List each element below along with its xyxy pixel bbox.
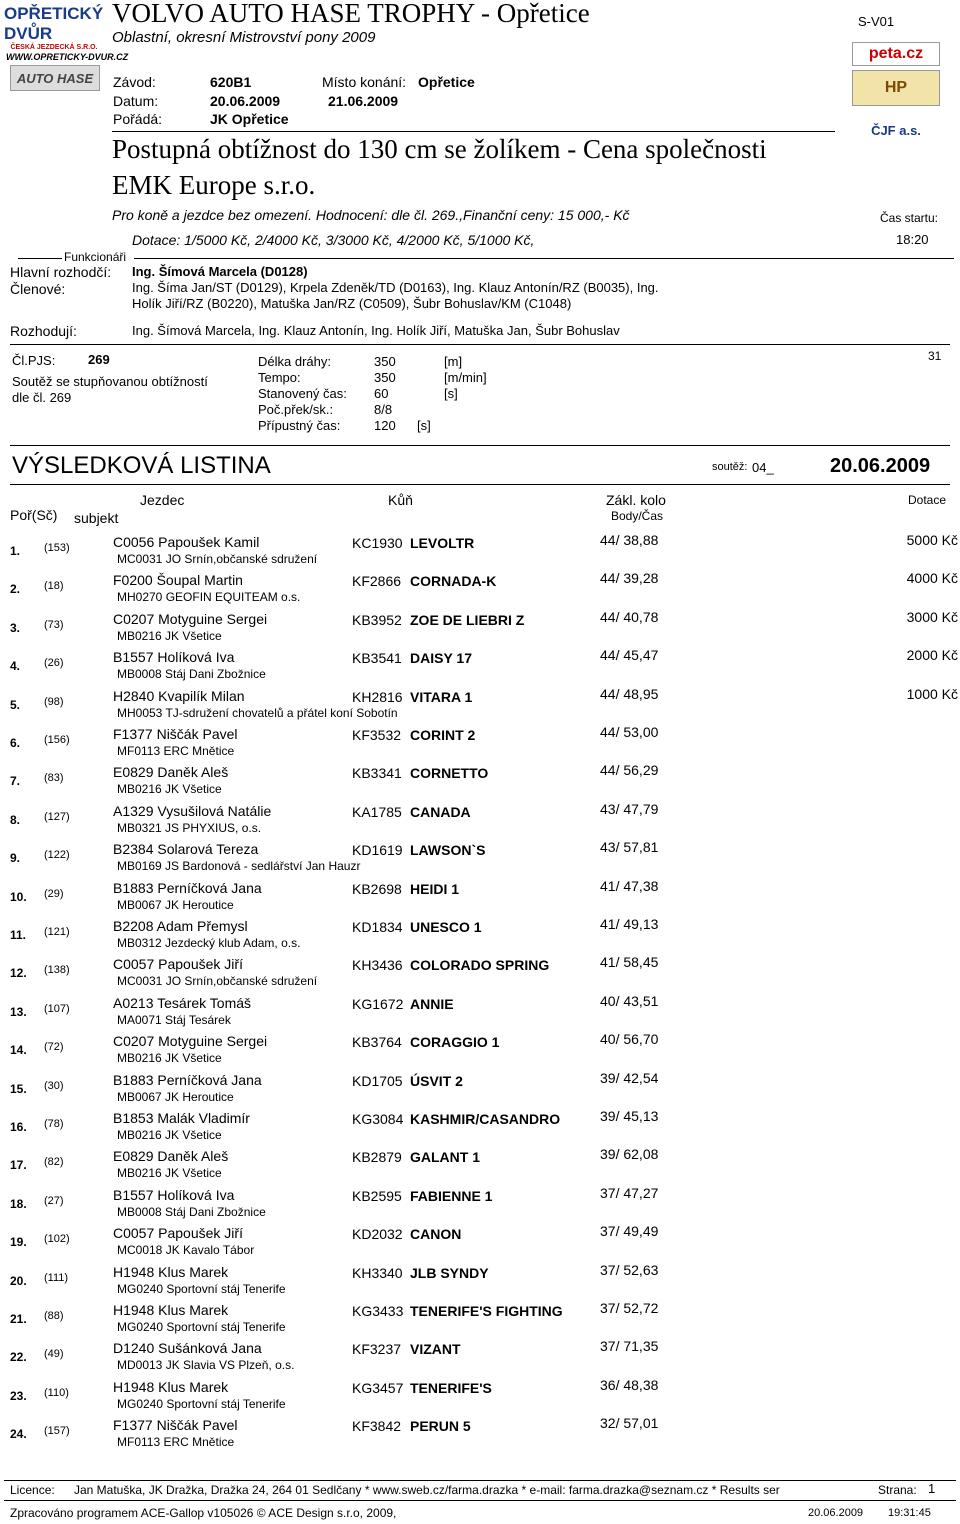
table-row bbox=[0, 1340, 960, 1378]
points-time-cell: 41/ 47,38 bbox=[600, 878, 659, 894]
poc-value: 8/8 bbox=[374, 402, 393, 417]
points-time-cell: 40/ 56,70 bbox=[600, 1031, 659, 1047]
poradi-cell: 11. bbox=[10, 928, 27, 942]
rider-cell: F1377 Niščák Pavel bbox=[113, 726, 238, 742]
rider-cell: H2840 Kvapilík Milan bbox=[113, 688, 245, 704]
horse-name-cell: CANON bbox=[410, 1226, 462, 1242]
table-row bbox=[0, 995, 960, 1033]
horse-id-cell: KG3433 bbox=[352, 1303, 404, 1319]
horse-name-cell: CORINT 2 bbox=[410, 727, 476, 743]
officials-section-label: Funkcionáři bbox=[64, 250, 127, 264]
horse-id-cell: KD2032 bbox=[352, 1226, 403, 1242]
page-title: VOLVO AUTO HASE TROPHY - Opřetice bbox=[112, 0, 590, 28]
table-row bbox=[0, 918, 960, 956]
horse-name-cell: CORAGGIO 1 bbox=[410, 1034, 500, 1050]
club-cell: MF0113 ERC Mnětice bbox=[117, 744, 235, 758]
header-rule bbox=[112, 131, 835, 132]
rider-cell: B1853 Malák Vladimír bbox=[113, 1110, 250, 1126]
table-row bbox=[0, 880, 960, 918]
start-number-cell: (121) bbox=[44, 926, 70, 938]
poradi-cell: 24. bbox=[10, 1427, 27, 1441]
poradi-cell: 16. bbox=[10, 1120, 27, 1134]
table-row bbox=[0, 1417, 960, 1455]
points-time-cell: 32/ 57,01 bbox=[600, 1415, 659, 1431]
hlavni-rozhodci-value: Ing. Šímová Marcela (D0128) bbox=[132, 264, 308, 279]
results-rule-top bbox=[10, 484, 950, 485]
poradi-cell: 2. bbox=[10, 582, 21, 596]
table-row bbox=[0, 1225, 960, 1263]
poradi-cell: 22. bbox=[10, 1350, 27, 1364]
misto-value: Opřetice bbox=[418, 74, 475, 90]
table-row bbox=[0, 1148, 960, 1186]
cas-startu-value: 18:20 bbox=[896, 232, 929, 247]
start-number-cell: (82) bbox=[44, 1156, 64, 1168]
table-row bbox=[0, 649, 960, 687]
start-number-cell: (26) bbox=[44, 657, 64, 669]
officials-rule-bottom bbox=[10, 344, 950, 345]
col-header-body-cas: Body/Čas bbox=[611, 509, 664, 523]
horse-name-cell: LEVOLTR bbox=[410, 535, 475, 551]
cl-pjs-value: 269 bbox=[88, 352, 110, 367]
zavod-label: Závod: bbox=[113, 74, 156, 90]
club-cell: MB0008 Stáj Dani Zbožnice bbox=[117, 667, 266, 681]
club-cell: MB0216 JK Všetice bbox=[117, 629, 222, 643]
prize-cell: 3000 Kč bbox=[906, 609, 958, 625]
start-number-cell: (49) bbox=[44, 1348, 64, 1360]
points-time-cell: 44/ 45,47 bbox=[600, 647, 659, 663]
horse-id-cell: KG3084 bbox=[352, 1111, 404, 1127]
table-row bbox=[0, 1187, 960, 1225]
club-cell: MB0169 JS Bardonová - sedlářství Jan Hauzr bbox=[117, 859, 361, 873]
horse-name-cell: VIZANT bbox=[410, 1341, 461, 1357]
club-cell: MF0113 ERC Mnětice bbox=[117, 1435, 235, 1449]
club-cell: MD0013 JK Slavia VS Plzeň, o.s. bbox=[117, 1358, 295, 1372]
col-header-dotace: Dotace bbox=[908, 493, 947, 507]
footer-rule-2 bbox=[4, 1500, 956, 1501]
poradi-cell: 21. bbox=[10, 1312, 27, 1326]
poradi-cell: 4. bbox=[10, 659, 21, 673]
start-number-cell: (107) bbox=[44, 1003, 70, 1015]
stanoveny-unit: [s] bbox=[444, 386, 458, 401]
stanoveny-value: 60 bbox=[374, 386, 389, 401]
competition-name-line2: EMK Europe s.r.o. bbox=[112, 170, 316, 200]
porada-label: Pořádá: bbox=[113, 111, 163, 127]
horse-id-cell: KB2698 bbox=[352, 881, 402, 897]
horse-id-cell: KD1619 bbox=[352, 842, 403, 858]
points-time-cell: 44/ 38,88 bbox=[600, 532, 659, 548]
strana-label: Strana: bbox=[878, 1483, 917, 1497]
rider-cell: H1948 Klus Marek bbox=[113, 1302, 229, 1318]
poradi-cell: 20. bbox=[10, 1274, 27, 1288]
table-row bbox=[0, 841, 960, 879]
horse-name-cell: COLORADO SPRING bbox=[410, 957, 550, 973]
horse-name-cell: ANNIE bbox=[410, 996, 454, 1012]
horse-id-cell: KG1672 bbox=[352, 996, 404, 1012]
rider-cell: B2384 Solarová Tereza bbox=[113, 841, 259, 857]
start-number-cell: (156) bbox=[44, 734, 70, 746]
points-time-cell: 44/ 56,29 bbox=[600, 762, 659, 778]
rider-cell: A1329 Vysušilová Natálie bbox=[113, 803, 272, 819]
competition-conditions: Pro koně a jezdce bez omezení. Hodnocení: dle čl. 269.,Finanční ceny: 15 000,- Kč bbox=[112, 207, 630, 223]
rules-number: 31 bbox=[928, 349, 942, 363]
start-number-cell: (73) bbox=[44, 619, 64, 631]
sheet-id: S-V01 bbox=[858, 14, 895, 29]
zpracovano-text: Zpracováno programem ACE-Gallop v105026 © ACE Design s.r.o, 2009, bbox=[10, 1506, 397, 1520]
start-number-cell: (78) bbox=[44, 1118, 64, 1130]
horse-id-cell: KB3952 bbox=[352, 612, 402, 628]
soutez-text-2: dle čl. 269 bbox=[12, 390, 72, 405]
poradi-cell: 3. bbox=[10, 621, 21, 635]
points-time-cell: 39/ 45,13 bbox=[600, 1108, 659, 1124]
horse-name-cell: ZOE DE LIEBRI Z bbox=[410, 612, 525, 628]
horse-id-cell: KH2816 bbox=[352, 689, 403, 705]
tempo-label: Tempo: bbox=[258, 370, 301, 385]
footer-rule bbox=[4, 1480, 956, 1481]
horse-id-cell: KG3457 bbox=[352, 1380, 404, 1396]
col-header-subjekt: subjekt bbox=[74, 510, 119, 526]
rules-rule-bottom bbox=[10, 445, 950, 446]
start-number-cell: (98) bbox=[44, 696, 64, 708]
points-time-cell: 39/ 62,08 bbox=[600, 1146, 659, 1162]
horse-id-cell: KD1705 bbox=[352, 1073, 403, 1089]
opreticky-dvur-logo: OPŘETICKÝ DVŮR ČESKÁ JEZDECKÁ S.R.O. bbox=[4, 3, 104, 51]
rider-cell: F0200 Šoupal Martin bbox=[113, 572, 243, 588]
col-header-jezdec: Jezdec bbox=[140, 492, 185, 508]
soutez-label: soutěž: bbox=[712, 461, 748, 473]
rider-cell: C0056 Papoušek Kamil bbox=[113, 534, 260, 550]
start-number-cell: (72) bbox=[44, 1041, 64, 1053]
start-number-cell: (83) bbox=[44, 772, 64, 784]
club-cell: MC0031 JO Srnín,občanské sdružení bbox=[117, 974, 318, 988]
prize-cell: 5000 Kč bbox=[906, 532, 958, 548]
delka-unit: [m] bbox=[444, 354, 463, 369]
cl-pjs-label: Čl.PJS: bbox=[12, 353, 56, 368]
table-row bbox=[0, 688, 960, 726]
table-row bbox=[0, 1302, 960, 1340]
horse-name-cell: DAISY 17 bbox=[410, 650, 472, 666]
table-row bbox=[0, 956, 960, 994]
pripustny-unit: [s] bbox=[417, 418, 431, 433]
rider-cell: F1377 Niščák Pavel bbox=[113, 1417, 238, 1433]
rider-cell: C0207 Motyguine Sergei bbox=[113, 611, 268, 627]
horse-id-cell: KB3764 bbox=[352, 1034, 402, 1050]
page-subtitle: Oblastní, okresní Mistrovství pony 2009 bbox=[112, 29, 376, 46]
horse-id-cell: KF2866 bbox=[352, 573, 402, 589]
poradi-cell: 8. bbox=[10, 813, 21, 827]
points-time-cell: 39/ 42,54 bbox=[600, 1070, 659, 1086]
horse-id-cell: KB2595 bbox=[352, 1188, 402, 1204]
rider-cell: C0207 Motyguine Sergei bbox=[113, 1033, 268, 1049]
pripustny-value: 120 bbox=[374, 418, 396, 433]
datum-label: Datum: bbox=[113, 93, 159, 109]
horse-name-cell: PERUN 5 bbox=[410, 1418, 471, 1434]
delka-label: Délka dráhy: bbox=[258, 354, 331, 369]
tempo-unit: [m/min] bbox=[444, 370, 487, 385]
horse-id-cell: KH3436 bbox=[352, 957, 403, 973]
table-row bbox=[0, 534, 960, 572]
points-time-cell: 37/ 52,63 bbox=[600, 1262, 659, 1278]
licence-value: Jan Matuška, JK Dražka, Dražka 24, 264 01 Sedlčany * www.sweb.cz/farma.drazka * e-mail: farma.drazka@seznam.cz * Results ser bbox=[74, 1483, 780, 1497]
poradi-cell: 12. bbox=[10, 966, 27, 980]
delka-value: 350 bbox=[374, 354, 396, 369]
prize-cell: 4000 Kč bbox=[906, 570, 958, 586]
club-cell: MB0008 Stáj Dani Zbožnice bbox=[117, 1205, 266, 1219]
results-title: VÝSLEDKOVÁ LISTINA bbox=[12, 452, 271, 479]
poradi-cell: 7. bbox=[10, 774, 21, 788]
hp-logo: HP bbox=[852, 70, 940, 106]
club-cell: MB0216 JK Všetice bbox=[117, 1051, 222, 1065]
zavod-value: 620B1 bbox=[210, 74, 252, 90]
horse-id-cell: KH3340 bbox=[352, 1265, 403, 1281]
col-header-poradi: Poř(Sč) bbox=[10, 507, 58, 523]
horse-name-cell: GALANT 1 bbox=[410, 1149, 480, 1165]
horse-id-cell: KB3341 bbox=[352, 765, 402, 781]
results-date: 20.06.2009 bbox=[830, 455, 931, 477]
horse-name-cell: FABIENNE 1 bbox=[410, 1188, 493, 1204]
officials-rule-left bbox=[18, 258, 62, 259]
poradi-cell: 15. bbox=[10, 1082, 27, 1096]
club-cell: MH0053 TJ-sdružení chovatelů a přátel koní Sobotín bbox=[117, 706, 398, 720]
poradi-cell: 14. bbox=[10, 1043, 27, 1057]
start-number-cell: (88) bbox=[44, 1310, 64, 1322]
table-row bbox=[0, 803, 960, 841]
horse-id-cell: KB3541 bbox=[352, 650, 402, 666]
poradi-cell: 17. bbox=[10, 1158, 27, 1172]
start-number-cell: (138) bbox=[44, 964, 70, 976]
rider-cell: B1883 Perníčková Jana bbox=[113, 1072, 262, 1088]
datum-from: 20.06.2009 bbox=[210, 93, 281, 109]
soutez-value: 04_ bbox=[752, 460, 774, 475]
poradi-cell: 19. bbox=[10, 1235, 27, 1249]
opreticky-dvur-url: WWW.OPRETICKY-DVUR.CZ bbox=[6, 52, 129, 62]
rider-cell: C0057 Papoušek Jiří bbox=[113, 956, 243, 972]
rider-cell: B1557 Holíková Iva bbox=[113, 1187, 235, 1203]
soutez-text-1: Soutěž se stupňovanou obtížností bbox=[12, 374, 208, 389]
clenove-label: Členové: bbox=[10, 281, 66, 297]
start-number-cell: (30) bbox=[44, 1080, 64, 1092]
col-header-zakl-kolo: Zákl. kolo bbox=[606, 492, 666, 508]
strana-value: 1 bbox=[928, 1481, 936, 1496]
tempo-value: 350 bbox=[374, 370, 396, 385]
club-cell: MB0067 JK Heroutice bbox=[117, 898, 234, 912]
club-cell: MB0312 Jezdecký klub Adam, o.s. bbox=[117, 936, 301, 950]
points-time-cell: 43/ 57,81 bbox=[600, 839, 659, 855]
peta-logo: peta.cz bbox=[852, 42, 940, 66]
horse-name-cell: ÚSVIT 2 bbox=[410, 1073, 463, 1089]
club-cell: MG0240 Sportovní stáj Tenerife bbox=[117, 1320, 286, 1334]
club-cell: MB0321 JS PHYXIUS, o.s. bbox=[117, 821, 262, 835]
horse-name-cell: UNESCO 1 bbox=[410, 919, 482, 935]
rider-cell: B1883 Perníčková Jana bbox=[113, 880, 262, 896]
horse-name-cell: HEIDI 1 bbox=[410, 881, 460, 897]
rozhoduji-label: Rozhodují: bbox=[10, 323, 77, 339]
horse-name-cell: TENERIFE'S FIGHTING bbox=[410, 1303, 563, 1319]
table-row bbox=[0, 726, 960, 764]
horse-name-cell: CANADA bbox=[410, 804, 471, 820]
club-cell: MA0071 Stáj Tesárek bbox=[117, 1013, 231, 1027]
start-number-cell: (29) bbox=[44, 888, 64, 900]
points-time-cell: 44/ 53,00 bbox=[600, 724, 659, 740]
horse-name-cell: JLB SYNDY bbox=[410, 1265, 489, 1281]
poradi-cell: 10. bbox=[10, 890, 27, 904]
table-row bbox=[0, 764, 960, 802]
horse-id-cell: KA1785 bbox=[352, 804, 402, 820]
clenove-line1: Ing. Šíma Jan/ST (D0129), Krpela Zdeněk/TD (D0163), Ing. Klauz Antonín/RZ (B0035), Ing. bbox=[132, 280, 659, 295]
rozhoduji-value: Ing. Šímová Marcela, Ing. Klauz Antonín, Ing. Holík Jiří, Matuška Jan, Šubr Bohuslav bbox=[132, 323, 620, 338]
points-time-cell: 37/ 49,49 bbox=[600, 1223, 659, 1239]
rider-cell: A0213 Tesárek Tomáš bbox=[113, 995, 252, 1011]
rider-cell: H1948 Klus Marek bbox=[113, 1379, 229, 1395]
competition-name-line1: Postupná obtížnost do 130 cm se žolíkem - Cena společnosti bbox=[112, 134, 767, 164]
rider-cell: E0829 Daněk Aleš bbox=[113, 1148, 229, 1164]
prize-cell: 2000 Kč bbox=[906, 647, 958, 663]
porada-value: JK Opřetice bbox=[210, 111, 289, 127]
points-time-cell: 44/ 48,95 bbox=[600, 686, 659, 702]
club-cell: MB0216 JK Všetice bbox=[117, 782, 222, 796]
dotace-line: Dotace: 1/5000 Kč, 2/4000 Kč, 3/3000 Kč, 4/2000 Kč, 5/1000 Kč, bbox=[132, 232, 535, 248]
clenove-line2: Holík Jiří/RZ (B0220), Matuška Jan/RZ (C0509), Šubr Bohuslav/KM (C1048) bbox=[132, 296, 572, 311]
club-cell: MC0031 JO Srnín,občanské sdružení bbox=[117, 552, 318, 566]
club-cell: MG0240 Sportovní stáj Tenerife bbox=[117, 1282, 286, 1296]
table-row bbox=[0, 1110, 960, 1148]
horse-id-cell: KC1930 bbox=[352, 535, 403, 551]
club-cell: MB0216 JK Všetice bbox=[117, 1166, 222, 1180]
points-time-cell: 43/ 47,79 bbox=[600, 801, 659, 817]
rider-cell: E0829 Daněk Aleš bbox=[113, 764, 229, 780]
points-time-cell: 44/ 39,28 bbox=[600, 570, 659, 586]
horse-id-cell: KF3237 bbox=[352, 1341, 402, 1357]
rider-cell: H1948 Klus Marek bbox=[113, 1264, 229, 1280]
club-cell: MB0067 JK Heroutice bbox=[117, 1090, 234, 1104]
officials-rule-right bbox=[134, 258, 954, 259]
club-cell: MC0018 JK Kavalo Tábor bbox=[117, 1243, 255, 1257]
start-number-cell: (18) bbox=[44, 580, 64, 592]
misto-label: Místo konání: bbox=[322, 74, 407, 90]
hlavni-rozhodci-label: Hlavní rozhodčí: bbox=[10, 264, 112, 280]
rider-cell: C0057 Papoušek Jiří bbox=[113, 1225, 243, 1241]
datum-to: 21.06.2009 bbox=[328, 93, 399, 109]
start-number-cell: (127) bbox=[44, 811, 70, 823]
poc-label: Poč.přek/sk.: bbox=[258, 402, 334, 417]
table-row bbox=[0, 611, 960, 649]
points-time-cell: 37/ 52,72 bbox=[600, 1300, 659, 1316]
points-time-cell: 37/ 47,27 bbox=[600, 1185, 659, 1201]
horse-name-cell: CORNETTO bbox=[410, 765, 489, 781]
horse-id-cell: KB2879 bbox=[352, 1149, 402, 1165]
rider-cell: B1557 Holíková Iva bbox=[113, 649, 235, 665]
poradi-cell: 18. bbox=[10, 1197, 27, 1211]
poradi-cell: 5. bbox=[10, 698, 21, 712]
club-cell: MB0216 JK Všetice bbox=[117, 1128, 222, 1142]
club-cell: MH0270 GEOFIN EQUITEAM o.s. bbox=[117, 590, 301, 604]
rider-cell: B2208 Adam Přemysl bbox=[113, 918, 248, 934]
table-row bbox=[0, 572, 960, 610]
prize-cell: 1000 Kč bbox=[906, 686, 958, 702]
cjf-logo: ČJF a.s. bbox=[871, 122, 921, 138]
table-row bbox=[0, 1033, 960, 1071]
horse-id-cell: KF3532 bbox=[352, 727, 402, 743]
printed-date: 20.06.2009 bbox=[808, 1507, 864, 1519]
stanoveny-label: Stanovený čas: bbox=[258, 386, 347, 401]
start-number-cell: (27) bbox=[44, 1195, 64, 1207]
start-number-cell: (157) bbox=[44, 1425, 70, 1437]
pripustny-label: Přípustný čas: bbox=[258, 418, 341, 433]
licence-label: Licence: bbox=[10, 1483, 55, 1497]
club-cell: MG0240 Sportovní stáj Tenerife bbox=[117, 1397, 286, 1411]
points-time-cell: 41/ 58,45 bbox=[600, 954, 659, 970]
start-number-cell: (153) bbox=[44, 542, 70, 554]
horse-name-cell: LAWSON`S bbox=[410, 842, 486, 858]
poradi-cell: 9. bbox=[10, 851, 21, 865]
start-number-cell: (102) bbox=[44, 1233, 70, 1245]
points-time-cell: 41/ 49,13 bbox=[600, 916, 659, 932]
printed-time: 19:31:45 bbox=[888, 1507, 931, 1519]
horse-name-cell: KASHMIR/CASANDRO bbox=[410, 1111, 561, 1127]
poradi-cell: 6. bbox=[10, 736, 21, 750]
horse-id-cell: KD1834 bbox=[352, 919, 403, 935]
horse-id-cell: KF3842 bbox=[352, 1418, 402, 1434]
horse-name-cell: CORNADA-K bbox=[410, 573, 497, 589]
cas-startu-label: Čas startu: bbox=[880, 211, 939, 225]
points-time-cell: 40/ 43,51 bbox=[600, 993, 659, 1009]
start-number-cell: (111) bbox=[44, 1272, 69, 1284]
poradi-cell: 13. bbox=[10, 1005, 27, 1019]
table-row bbox=[0, 1072, 960, 1110]
poradi-cell: 1. bbox=[10, 544, 21, 558]
horse-name-cell: VITARA 1 bbox=[410, 689, 473, 705]
start-number-cell: (110) bbox=[44, 1387, 69, 1399]
points-time-cell: 37/ 71,35 bbox=[600, 1338, 659, 1354]
auto-hase-logo: AUTO HASE bbox=[10, 65, 100, 91]
points-time-cell: 44/ 40,78 bbox=[600, 609, 659, 625]
start-number-cell: (122) bbox=[44, 849, 70, 861]
points-time-cell: 36/ 48,38 bbox=[600, 1377, 659, 1393]
rider-cell: D1240 Sušánková Jana bbox=[113, 1340, 262, 1356]
table-row bbox=[0, 1379, 960, 1417]
horse-name-cell: TENERIFE'S bbox=[410, 1380, 492, 1396]
table-row bbox=[0, 1264, 960, 1302]
col-header-kun: Kůň bbox=[388, 492, 413, 508]
poradi-cell: 23. bbox=[10, 1389, 27, 1403]
